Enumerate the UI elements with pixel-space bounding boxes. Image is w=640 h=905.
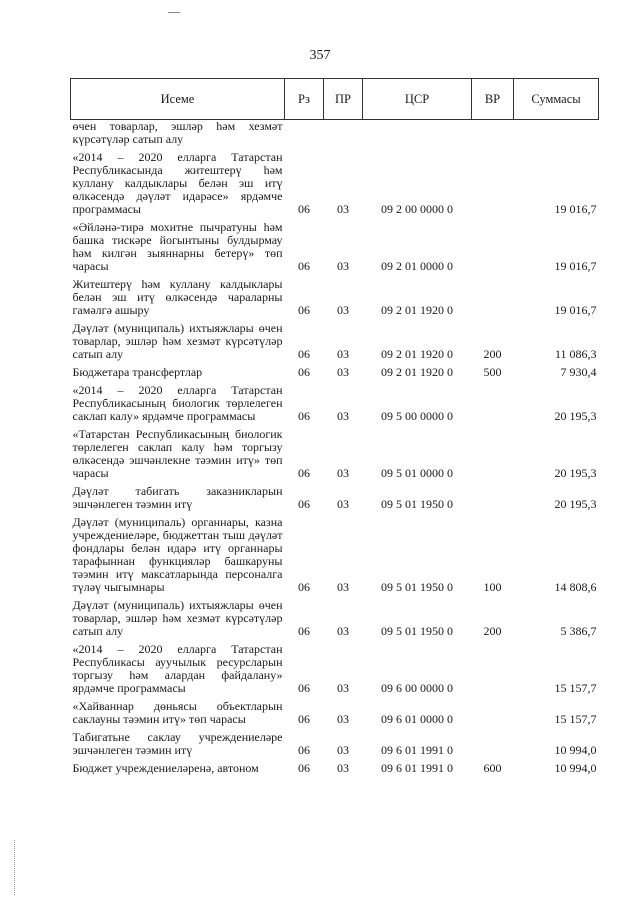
- cell-sum: 19 016,7: [554, 303, 597, 317]
- cell-rz: 06: [298, 303, 310, 317]
- cell-name: «Әйләнә-тирә мохитне пычратуны һәм башка тискәре йогынтыны булдырмау һәм килгән зыяннарны бетерү» төп чарасы: [72, 220, 283, 273]
- cell-pr: 03: [337, 681, 349, 695]
- header-vr: ВР: [472, 79, 514, 120]
- cell-vr: 500: [483, 365, 502, 379]
- table-row: [71, 512, 599, 595]
- cell-name: Табигатьне саклау учреждениеләре эшчәнлеген тәэмин итү: [72, 730, 283, 757]
- cell-sum: 11 086,3: [554, 347, 597, 361]
- cell-csr: 09 6 01 0000 0: [381, 712, 453, 726]
- cell-name: «2014 – 2020 елларга Татарстан Республикасында житештерү һәм куллану калдыклары белән эш итү өлкәсендә дәүләт идарәсе» ярдәмче программасы: [72, 150, 283, 216]
- cell-sum: 19 016,7: [554, 259, 597, 273]
- cell-vr: [472, 727, 514, 758]
- cell-vr: 100: [483, 580, 502, 594]
- cell-pr: 03: [337, 202, 349, 216]
- cell-rz: 06: [298, 202, 310, 216]
- cell-vr: 600: [483, 761, 502, 775]
- cell-csr: 09 6 01 1991 0: [381, 743, 453, 757]
- cell-rz: 06: [298, 681, 310, 695]
- cell-name: Дәүләт табигать заказникларын эшчәнлеген тәэмин итү: [72, 484, 283, 511]
- table-row: [71, 318, 599, 362]
- header-name: Исеме: [71, 79, 285, 120]
- cell-pr: 03: [337, 409, 349, 423]
- cell-pr: 03: [337, 466, 349, 480]
- cell-sum: 10 994,0: [554, 761, 597, 775]
- budget-table: [70, 78, 599, 776]
- table-row: [71, 758, 599, 776]
- cell-name: «2014 – 2020 елларга Татарстан Республикасының биологик төрлелеген саклап калу» ярдәмче программасы: [72, 383, 283, 423]
- cell-vr: [472, 274, 514, 318]
- cell-vr: [472, 481, 514, 512]
- table-row: [71, 727, 599, 758]
- cell-pr: 03: [337, 303, 349, 317]
- top-scan-mark: [168, 12, 180, 13]
- cell-pr: 03: [337, 259, 349, 273]
- cell-pr: [324, 120, 363, 148]
- cell-name: «Хайваннар дөньясы объектларын саклауны тәэмин итү» төп чарасы: [72, 699, 283, 726]
- cell-vr: 200: [483, 347, 502, 361]
- cell-csr: 09 2 01 1920 0: [381, 347, 453, 361]
- cell-rz: 06: [298, 712, 310, 726]
- cell-sum: 20 195,3: [554, 409, 597, 423]
- cell-sum: 15 157,7: [554, 712, 597, 726]
- cell-csr: 09 2 01 1920 0: [381, 365, 453, 379]
- cell-pr: 03: [337, 347, 349, 361]
- cell-csr: 09 5 01 1950 0: [381, 497, 453, 511]
- margin-dots: [14, 840, 17, 895]
- cell-rz: 06: [298, 497, 310, 511]
- table-row: [71, 481, 599, 512]
- cell-pr: 03: [337, 761, 349, 775]
- cell-name: «2014 – 2020 елларга Татарстан Республикасы ауучылык ресурсларын торгызу һәм алардан файдалану» ярдәмче программасы: [72, 642, 283, 695]
- cell-rz: 06: [298, 743, 310, 757]
- header-rz: Рз: [285, 79, 324, 120]
- table-row: [71, 362, 599, 380]
- cell-vr: [472, 639, 514, 696]
- cell-csr: 09 5 01 0000 0: [381, 466, 453, 480]
- cell-rz: 06: [298, 259, 310, 273]
- table-row: [71, 147, 599, 217]
- table-header-row: [71, 79, 599, 120]
- cell-sum: 19 016,7: [554, 202, 597, 216]
- cell-pr: 03: [337, 712, 349, 726]
- cell-sum: 10 994,0: [554, 743, 597, 757]
- cell-name: «Татарстан Республикасының биологик төрлелеген саклап калу һәм торгызу өлкәсендә эшчәнлекне тәэмин итү» төп чарасы: [72, 427, 283, 480]
- cell-vr: [472, 217, 514, 274]
- page-number: 357: [309, 48, 331, 63]
- cell-csr: [363, 120, 472, 148]
- cell-vr: [472, 147, 514, 217]
- cell-sum: [514, 120, 599, 148]
- cell-name: Дәүләт (муниципаль) ихтыяжлары өчен товарлар, эшләр һәм хезмәт күрсәтүләр сатып алу: [72, 598, 283, 638]
- cell-csr: 09 6 00 0000 0: [381, 681, 453, 695]
- cell-vr: [472, 380, 514, 424]
- table-row: [71, 696, 599, 727]
- cell-rz: 06: [298, 466, 310, 480]
- table-row: [71, 120, 599, 148]
- table-row: [71, 274, 599, 318]
- cell-pr: 03: [337, 743, 349, 757]
- cell-rz: [285, 120, 324, 148]
- cell-name: Житештерү һәм куллану калдыклары белән эш итү өлкәсендә чараларны гамәлгә ашыру: [72, 277, 283, 317]
- cell-vr: 200: [483, 624, 502, 638]
- cell-csr: 09 2 00 0000 0: [381, 202, 453, 216]
- cell-sum: 14 808,6: [554, 580, 597, 594]
- cell-name: Бюджетара трансфертлар: [72, 365, 203, 379]
- cell-rz: 06: [298, 761, 310, 775]
- cell-sum: 15 157,7: [554, 681, 597, 695]
- cell-sum: 20 195,3: [554, 466, 597, 480]
- cell-vr: [472, 424, 514, 481]
- cell-pr: 03: [337, 624, 349, 638]
- cell-vr: [472, 696, 514, 727]
- cell-rz: 06: [298, 347, 310, 361]
- header-pr: ПР: [324, 79, 363, 120]
- header-sum: Суммасы: [514, 79, 599, 120]
- cell-pr: 03: [337, 365, 349, 379]
- cell-sum: 7 930,4: [560, 365, 597, 379]
- cell-csr: 09 2 01 1920 0: [381, 303, 453, 317]
- cell-csr: 09 5 01 1950 0: [381, 580, 453, 594]
- table-row: [71, 595, 599, 639]
- cell-csr: 09 5 00 0000 0: [381, 409, 453, 423]
- header-csr: ЦСР: [363, 79, 472, 120]
- cell-sum: 5 386,7: [560, 624, 597, 638]
- cell-rz: 06: [298, 409, 310, 423]
- cell-csr: 09 5 01 1950 0: [381, 624, 453, 638]
- table-row: [71, 424, 599, 481]
- cell-pr: 03: [337, 497, 349, 511]
- cell-sum: 20 195,3: [554, 497, 597, 511]
- cell-name: өчен товарлар, эшләр һәм хезмәт күрсәтүләр сатып алу: [72, 119, 283, 146]
- cell-rz: 06: [298, 580, 310, 594]
- cell-csr: 09 2 01 0000 0: [381, 259, 453, 273]
- cell-name: Бюджет учреждениеләренә, автоном: [72, 761, 259, 775]
- cell-name: Дәүләт (муниципаль) органнары, казна учреждениеләре, бюджеттан тыш дәүләт фондлары белән идарә итү органнары тарафыннан функцияләр башкаруны тәэмин итү максатларында персоналга түләү чыгымнары: [72, 515, 283, 594]
- cell-rz: 06: [298, 365, 310, 379]
- cell-vr: [472, 120, 514, 148]
- table-row: [71, 217, 599, 274]
- cell-pr: 03: [337, 580, 349, 594]
- cell-rz: 06: [298, 624, 310, 638]
- table-row: [71, 380, 599, 424]
- cell-csr: 09 6 01 1991 0: [381, 761, 453, 775]
- table-row: [71, 639, 599, 696]
- cell-name: Дәүләт (муниципаль) ихтыяжлары өчен товарлар, эшләр һәм хезмәт күрсәтүләр сатып алу: [72, 321, 283, 361]
